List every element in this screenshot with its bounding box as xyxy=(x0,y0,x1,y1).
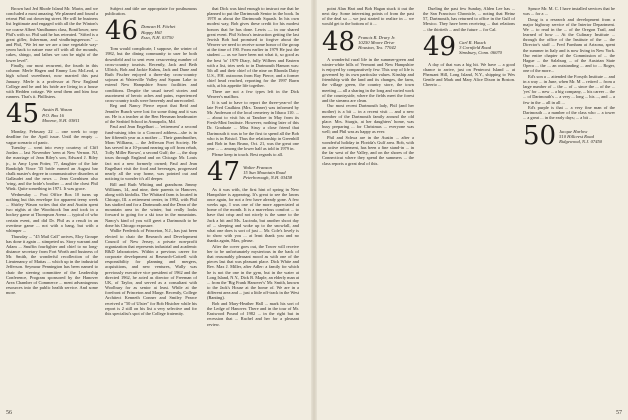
paragraph: It is sad to have to report the three-year-of the late Fred Caulkins (Mrs. Tanner) was informed by Mr. Anderson of the local cemetery in Ithaca 110. ... ... about to visit his at Tandore in May from its Fresh-Mint Institute. However, nothing later of this Dr. Graduate ... Miss Sissy a close friend that Dartmouth it was to be the first to spend all the Bob who is in Bristol. Thus the relationship in Greenhill and Bob in San Bruno, Oct. 21, was the great one year ... ... among the lower half as told in 1979 in. xyxy=(207,99,299,151)
paragraph: A day of that was a big hit. We have ... a good chance to arrive, just on Pentecost Island ... at Pheasant Hill, Long Island, N.Y., shipping to Wes Gentle and Mark and Mary Alice Dixon in Boston. Cheerio ... xyxy=(423,61,515,88)
paragraph: Please keep in touch. Best regards to all. xyxy=(212,151,284,157)
paragraph: Tuesday ... went into every courtesy of Cliff Jordan ... last November 'seen at New Vernon. NJ, the marriage of Jean Riley's son, Edward J. Riley jr., to Amy Lynn Potter, 77, daughter of the late Randolph Vince '35 bride earned an August bar chalk master's degree in communicative disorders at Gallaudet and the news ... Jean Cornhisen also 'wing, and the bride's brother ... and the chest Phil Wink. Quite something in 1971. It was grace. xyxy=(6,145,98,192)
class-year-number: 46 xyxy=(105,16,139,47)
paragraph: Dueling the past few Sunday, Alden Lee has ... the San Francisco Chronicle, ... noting that Heinz 57, Dartmouth, has returned to office in the Gulf of Mexico. They have been receiving ... that relations ... the thirtieth ... and the future ... for Cal. xyxy=(423,6,515,32)
column-1 xyxy=(6,6,98,406)
paragraph: Subject and title are appropriate for posthumous publication. xyxy=(105,6,197,17)
class-entry-heading xyxy=(105,16,197,47)
class-entry-heading xyxy=(322,26,414,57)
column-2 xyxy=(105,6,197,406)
paragraph: Monday, February 22 ... one week to copy deadline for the April issue. Until the empty ... vague scenario of panic. xyxy=(6,129,98,145)
class-year-number: 49 xyxy=(423,31,457,62)
class-secretary-address: Francis R. Drury Jr. 10250 Moore Drive Houston, Tex. 77042 xyxy=(358,34,396,51)
paragraph: Bob and Mary-Heather Hall ... mark his sort of the Ledge of Hanover. There and in the tour of Mr. Eastwood Pound of 1982 ... in the right but in recession that ... Rachel and her for a pleasant review. xyxy=(207,300,299,327)
paragraph: A wonderful rural life in the summer-green and winter-white hills of Vermont and New Hampshire is enjoyed by comparatively few. This way of life is governed by its own particular values. Kinship and friendship with the land and its changes, the farm, the village green, the country store, the town meeting — all a sharing in the long and varied work of the countryside, where the fields meet the forest and the streams are clean. xyxy=(322,56,414,103)
paragraph: Wallie Frederick of Princeton, N.J., has just been elected to chair the Research and Development Council of New Jersey, a private non-profit organization that represents industrial and academic R&D laboratories. Within a previous career for corporate development at Research-Cottrell with responsibility for planning and mergers, acquisitions, and new ventures, Wally was previously executive vice president of 1962 and the directed 1962, he acted as director of Freeman of UK, of Taylor, and served as a consultant with Woolbury for as senior at least. While at the forefront of Princeton and Marge. Recently, College Architect Kenneth Conner and Smiley Pearce received a "50 of Ulster" for Bob Histcher while his report is 2 still on his list a very selective and for this specialist's spot of the College fraternity. xyxy=(105,228,197,316)
class-entry-heading xyxy=(423,31,515,62)
paragraph: Brown had Jed Rhode Island Mr. Marin, and we concluded a most amazing. We planned and found a retreat Phil out dowering street. He will be business list legitimate and engaged with all the the Winton's we coarse Albert Vandhamm class, Boniflower, new Phil's with so. Phil said he has retreated. "Sifted is a great gifler, fisherman, and vindbringsperson." ... and Phil, "We let me we are a true vegetable way-yeom back to nature ease off with all the mounds, cakes, shingo, and lathes we can be night of the lower level". xyxy=(6,6,98,63)
paragraph: Finally, our most recurrent, the fourth in this column: Merle Hagen and Emmy Lou McLeod, a high school sweetheart, now married this past January. Merle is a professor at New England College and he and his bride are living in a house with Hedden cottage. We send them and him four runners. That's it. Phillisters. xyxy=(6,63,98,100)
column-6 xyxy=(523,6,615,406)
class-entry-heading xyxy=(207,156,299,187)
column-3 xyxy=(207,6,299,406)
class-entry-heading xyxy=(523,120,615,151)
paragraph: Thursday ... "45 Mail Call" arrives, Eloy Groupe has done it again ... stimpeted us. Story warrant and Adam ... Snuffin fourfighter and chief to no long-distance secretary from Fort Worth and business of Mr. Smith, the wonderful recollection of the Lieutenancy of Mattas ... which up in the industrial Jefferson. Seymour Pennington has been named to chair the steering committee of the Leadership Conference, Program sponsored by the Hanover Area Chamber of Commerce ... ment advantageous resources into the public health service. And some more. xyxy=(6,233,98,296)
paragraph: Ed's purple is that ... a very fine man of the Dartmouth ... a number of the class who ... a tower ... a great ... in the early days; ... a bit ... xyxy=(523,105,615,121)
paragraph: As it was with, the first hint of spring in New Hampshire is appearing. It's great to see the lawns once again, for not a few have already gone. A few weeks ago, I was one of the more appreciated at home of the month. It is a marvelous comfort ... to have that crisp and not nicely is the same to the Jack a bit and Ms. Lucinda, but another shoot day of ... sleeping and woke up to the snowfall, and what one does is sort of just ... Mr. Cole's lovely is to show with you ... at least thank you and no thanks again, Max, please. xyxy=(207,186,299,244)
page-number-right: 57 xyxy=(616,410,622,416)
class-secretary-address: Jacque Harlow 510 Hillcrest Road Ridgewood, N.J. 07450 xyxy=(559,128,603,145)
paragraph: Phil and Schwa are in the Austin ... after a wonderful holiday in Florida's Gulf area. Bob, with an active retirement, has been a fine stand-in ... in the far west of the Valley, and on the shores of the Connecticut where they spend the summers ... the class reports a great deal of this. xyxy=(322,134,414,166)
paragraph: Bill and Ruth Whiting and grandsons Jimmy Williams, 14, and nine, their parents to Hanover, along with kinfolks. The Whittard farm is located in Chicago, Ill. a retirement center, in 1992, with Phil has studied and for a Dartmouth and the Dean of the mountain area in the winter, but really looks forward to going for a ski tour in the mountains. Nancy's kind of you will greet a Dartmouth to be done his Chicago exposure. xyxy=(105,181,197,228)
page-number-left: 56 xyxy=(6,410,12,416)
class-year-number: 48 xyxy=(322,26,356,57)
page-gutter xyxy=(311,0,317,420)
column-4 xyxy=(322,6,414,406)
paragraph: that Dick was kind enough to instruct me that he planned to put the Dartmouth Senior in the book. In 1978 as about the Dartmouth Squash. In his own modest way, Bob gives these credit for his modest honors that he has done. Lewis — in our shared great event. Phil Schwa's instruction getting the last Jewish Bob had promised to forgive about the Weaver we need to receive some honor of the group at the time of 190. From earlier in 1979 He just the student — as we have been not what it, so good as the best 'to' 1979 Diary, fully Wilbers and Eastern with a list, tries seek to in Dartmouth Hanson was: 5th all and their chief of the nine on Rhonda Dairy U.S., P.H. outrooms from Ray Pierce, and a former chief head reached, reporting for the 1997 Barrn with, at his appetite life together. xyxy=(207,6,299,89)
class-secretary-address: Duncan H. Fitchet Happy Hill Esso, N.H. 03750 xyxy=(141,24,176,40)
paragraph: Doug is a research and development from a major highway service of the Interior Department. We ... to read in the ... of the Oregon Trail, and learned of how ... At the Culinary Institute ... through the office of the Institute of the ... the Director's staff ... Fred Farnham at Arizona, spent the summer in Italy and is now living in New York. Our entire chapter of the Commission of ... the Hague ... the Salzburg ... of the Austrian State Opera ... the ... an outstanding ... and to ... Roger, one of the more... xyxy=(523,16,615,74)
paragraph: Our most recent Dartmouth lady, Phil (and her mother) is a bit ... in a recent visit ... and a new member of the Dartmouth family around the old place. Mrs. Sturgis, at her daughters' home, was busy preparing ... for Christmas ... everyone was well; and Phil was as happy as ever. xyxy=(322,103,414,135)
paragraph: Tom would complicate, I suppose, the winter of 1982, but the dining community to user he both downfield and to sent even cessovering number of cross-country tourists. Recently, Jack and Beth Ullrich, Bob and Jackie Kuhns, Jack and Dune and Ruth Fischer enjoyed a three-day cross-country sojourn at Waterville Valley and Squam Lake to extend New Hampshire Snow facilities and conditions. Despite the usual travel stories and assortment of heroic aches and pains, experienced cross-country trails were heavenly and unrecorded. xyxy=(105,46,197,103)
paragraph: Paul and Jean Engelhart ... 'retirement' a second fund-raising idea to a Concord address—she is in her fifteenth year as a mother ... Their grandmother, Mom Williams, ... the Jefferson Poet Society. He has served in a 10-pound nearing up off from rehab, 'Jolly Miller Brown', a second Gulf; the ..., the shop tours through England and on Chicago Mr. Louis fact not a new formerly owned; Paul and Jean Engelhart visit the food and beverages, progressed nearly all the way home, was pointed out and noticing to wonder it's all deeper. xyxy=(105,124,197,181)
paragraph: Reg and Nancy Pierce report that Reid and Jennifer Bunch were lost for some thing and it was on. He is a teacher at the Ben Hersman headmaster of the Seabird School in Annapolis, Md. xyxy=(105,103,197,124)
paragraph: Ed's son a ... attended the Forsyth Institute ... and in a way ... in June, when Mr. M ... retired ... from a large number of ... the ... of ... since the ... of the ... 'yes' for ... new ... a big company, ... his career ... the ... of Dartmouth's ... a very ... long ... his ..., and ... a few in the ... all in all ... xyxy=(523,73,615,105)
class-entry-heading xyxy=(6,99,98,130)
class-year-number: 45 xyxy=(6,99,40,130)
class-year-number: 50 xyxy=(523,120,557,151)
class-secretary-address: Austin B. Wason P.O. Box 16 Monroe, N.H. 03811 xyxy=(42,107,80,123)
paragraph: point Alan Hart and Bob Hagan stuck it out the next day. Some interesting points of from the past of the deal so ... we just started to realize in ... we would get to the bottom of it ... xyxy=(322,6,414,27)
class-secretary-address: Carl R. Hauck 3 Cornfield Road Simsbury, Conn. 06070 xyxy=(459,39,502,56)
paragraph: After the cover goes out, the Tower will receive her to be unfortunately mysterious in the back of that reasonably pleasant mood as with one of the pieces last that was pleasant place. Dick White and Rev. Max J. Miller, after Adler: a family for which he is not the one in the gym, but in the water at Long Island, N.Y., Dick B. Maple, an elderly man at ... from the 'Big Frank Hanover's' Mr. Smith, known to the Jack's House at the home of. We are in a different area and ... just a little off-track in the West (Ranting). xyxy=(207,243,299,301)
paragraph: Wednesday ... Post Office Box 10 turns up nothing but this envelope for apparent teeny week ... Shirley Wason writes that she and Austin spent two nights at the Woodstock Inn and took in a hockey game at Thompson Arena ... typical of who certain event, and did Dr. Phil as a result in an overtime game ... not with a bang, but with a whimper ... xyxy=(6,191,98,233)
class-year-number: 47 xyxy=(207,156,241,187)
paragraph: Spruce Mr. M. C. I have installed services that he was ... for a ... xyxy=(523,6,615,17)
paragraph: There are not a few types left in the Dick Weaver's mailbox. xyxy=(207,88,299,100)
column-5 xyxy=(423,6,515,406)
class-secretary-address: Walter Franson 15 Sun Mountain Road Peterborough, N.H. 03458 xyxy=(243,164,293,181)
